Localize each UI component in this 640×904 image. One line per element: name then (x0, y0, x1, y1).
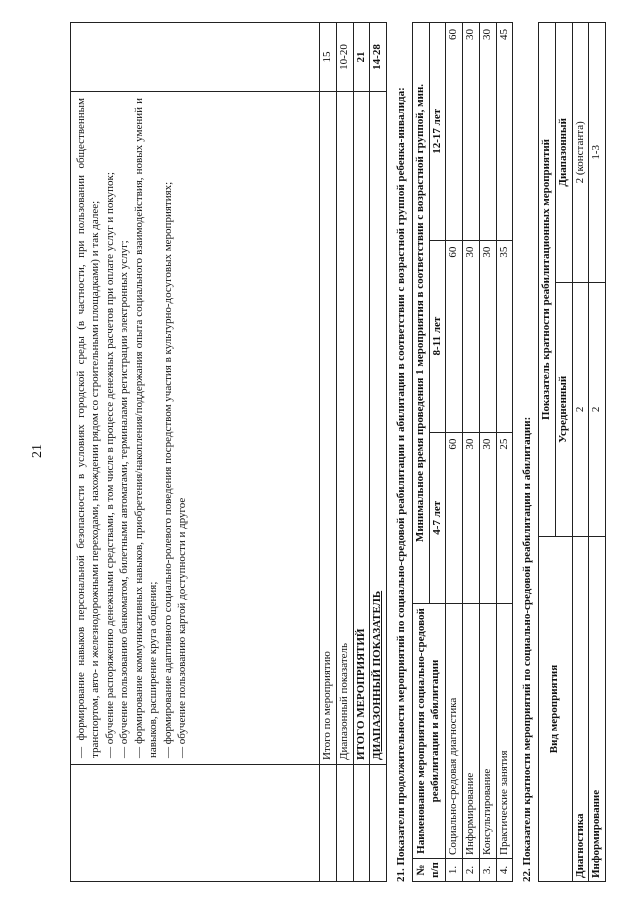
table-row (320, 23, 337, 882)
table-row (71, 23, 320, 882)
list-dash: — (75, 747, 87, 758)
list-dash: — (161, 747, 174, 758)
list-item (162, 98, 176, 758)
duration-value: 30 (463, 432, 480, 603)
list-item-text: обучение пользованию картой доступности и другое (176, 497, 189, 745)
duration-value: 45 (496, 23, 513, 241)
activity-name: Социально-средовая диагностика (446, 604, 463, 859)
duration-value: 60 (446, 432, 463, 603)
row-number: 4. (496, 859, 513, 882)
range-value: 1-3 (589, 23, 606, 283)
activity-name: Информирование (589, 537, 606, 882)
age-group-header: 4-7 лет (429, 432, 446, 603)
duration-table (412, 22, 514, 882)
section-21-heading: 21. Показатели продолжительности мероприятий по социально-средовой реабилитации и абилитации в соответствии с возрастной группой ребенка-инвалида: (395, 87, 407, 882)
row-number: 2. (463, 859, 480, 882)
activity-list-cell (71, 92, 320, 765)
activity-name: Практические занятия (496, 604, 513, 859)
list-dash: — (176, 747, 189, 758)
list-dash: — (133, 747, 145, 758)
col-name-header: Наименование мероприятия социально-средовой реабилитации и абилитации (412, 604, 446, 859)
list-item-text: формирование адаптивного социально-ролевого поведения посредством участия в культурно-досуговых мероприятиях; (161, 181, 174, 745)
summary-value: 10-20 (336, 23, 353, 92)
table-header-row (412, 23, 429, 882)
total-label: ИТОГО МЕРОПРИЯТИЙ (353, 92, 370, 765)
rotated-page-content (70, 22, 630, 882)
summary-value: 15 (320, 23, 337, 92)
empty-cell (71, 23, 320, 92)
list-item (75, 98, 103, 758)
range-total-value: 14-28 (370, 23, 387, 92)
table-row (589, 23, 606, 882)
duration-value: 60 (446, 23, 463, 241)
activities-continuation-table (70, 22, 387, 882)
list-item-text: обучение пользованию банкоматом, билетными автоматами, терминалами регистрации электронных услуг; (118, 240, 131, 745)
duration-value: 30 (479, 23, 496, 241)
section-22-heading: 22. Показатели кратности мероприятий по социально-средовой реабилитации и абилитации: (521, 416, 534, 882)
row-number: 3. (479, 859, 496, 882)
list-item-text: формирование коммуникативных навыков, приобретения/накопления/поддержания опыта социального взаимодействия, новых умений и навыков, расширение круга общения; (133, 97, 159, 758)
list-item (133, 98, 161, 758)
table-header-row (539, 23, 556, 882)
row-number: 1. (446, 859, 463, 882)
table-row (463, 23, 480, 882)
table-row (446, 23, 463, 882)
empty-cell (336, 765, 353, 882)
table-row (572, 23, 589, 882)
avg-value: 2 (589, 282, 606, 536)
list-dash: — (103, 747, 116, 758)
table-row (336, 23, 353, 882)
list-dash: — (118, 747, 131, 758)
duration-value: 25 (496, 432, 513, 603)
activity-name: Диагностика (572, 537, 589, 882)
summary-label: Итого по мероприятию (320, 92, 337, 765)
total-value: 21 (353, 23, 370, 92)
list-item-text: формирование навыков персональной безопасности в условиях городской среды (в частности, при пользовании общественным транспортом, авто- и железнодорожными переходами, нахождении рядом со строительными площадками) и так далее; (75, 97, 101, 758)
col-time-header: Минимальное время проведения 1 мероприятия в соответствии с возрастной группой, мин. (412, 23, 429, 604)
table-row (479, 23, 496, 882)
col-name-header: Вид мероприятия (539, 537, 573, 882)
range-value: 2 (константа) (572, 23, 589, 283)
page-number: 21 (30, 444, 45, 458)
col-avg-header: Усредненный (555, 282, 572, 536)
duration-value: 30 (463, 240, 480, 432)
table-row (496, 23, 513, 882)
age-group-header: 8-11 лет (429, 240, 446, 432)
activity-name: Информирование (463, 604, 480, 859)
duration-value: 30 (479, 432, 496, 603)
duration-value: 35 (496, 240, 513, 432)
table-row (370, 23, 387, 882)
avg-value: 2 (572, 282, 589, 536)
frequency-table (538, 22, 606, 882)
age-group-header: 12-17 лет (429, 23, 446, 241)
list-item (176, 98, 190, 758)
activity-name: Консультирование (479, 604, 496, 859)
empty-cell (320, 765, 337, 882)
table-row (353, 23, 370, 882)
list-item (118, 98, 132, 758)
list-item (104, 98, 118, 758)
duration-value: 30 (479, 240, 496, 432)
col-number-header: № п/п (412, 859, 446, 882)
empty-cell (353, 765, 370, 882)
list-item-text: обучение распоряжению денежными средствами, в том числе в процессе денежных расчетов при оплате услуг и покупок; (103, 172, 116, 745)
duration-value: 30 (463, 23, 480, 241)
duration-value: 60 (446, 240, 463, 432)
empty-cell (71, 765, 320, 882)
range-total-label: ДИАПАЗОННЫЙ ПОКАЗАТЕЛЬ (370, 92, 387, 765)
summary-label: Диапазонный показатель (336, 92, 353, 765)
empty-cell (370, 765, 387, 882)
col-group-header: Показатель кратности реабилитационных мероприятий (539, 23, 556, 537)
col-range-header: Диапазонный (555, 23, 572, 283)
